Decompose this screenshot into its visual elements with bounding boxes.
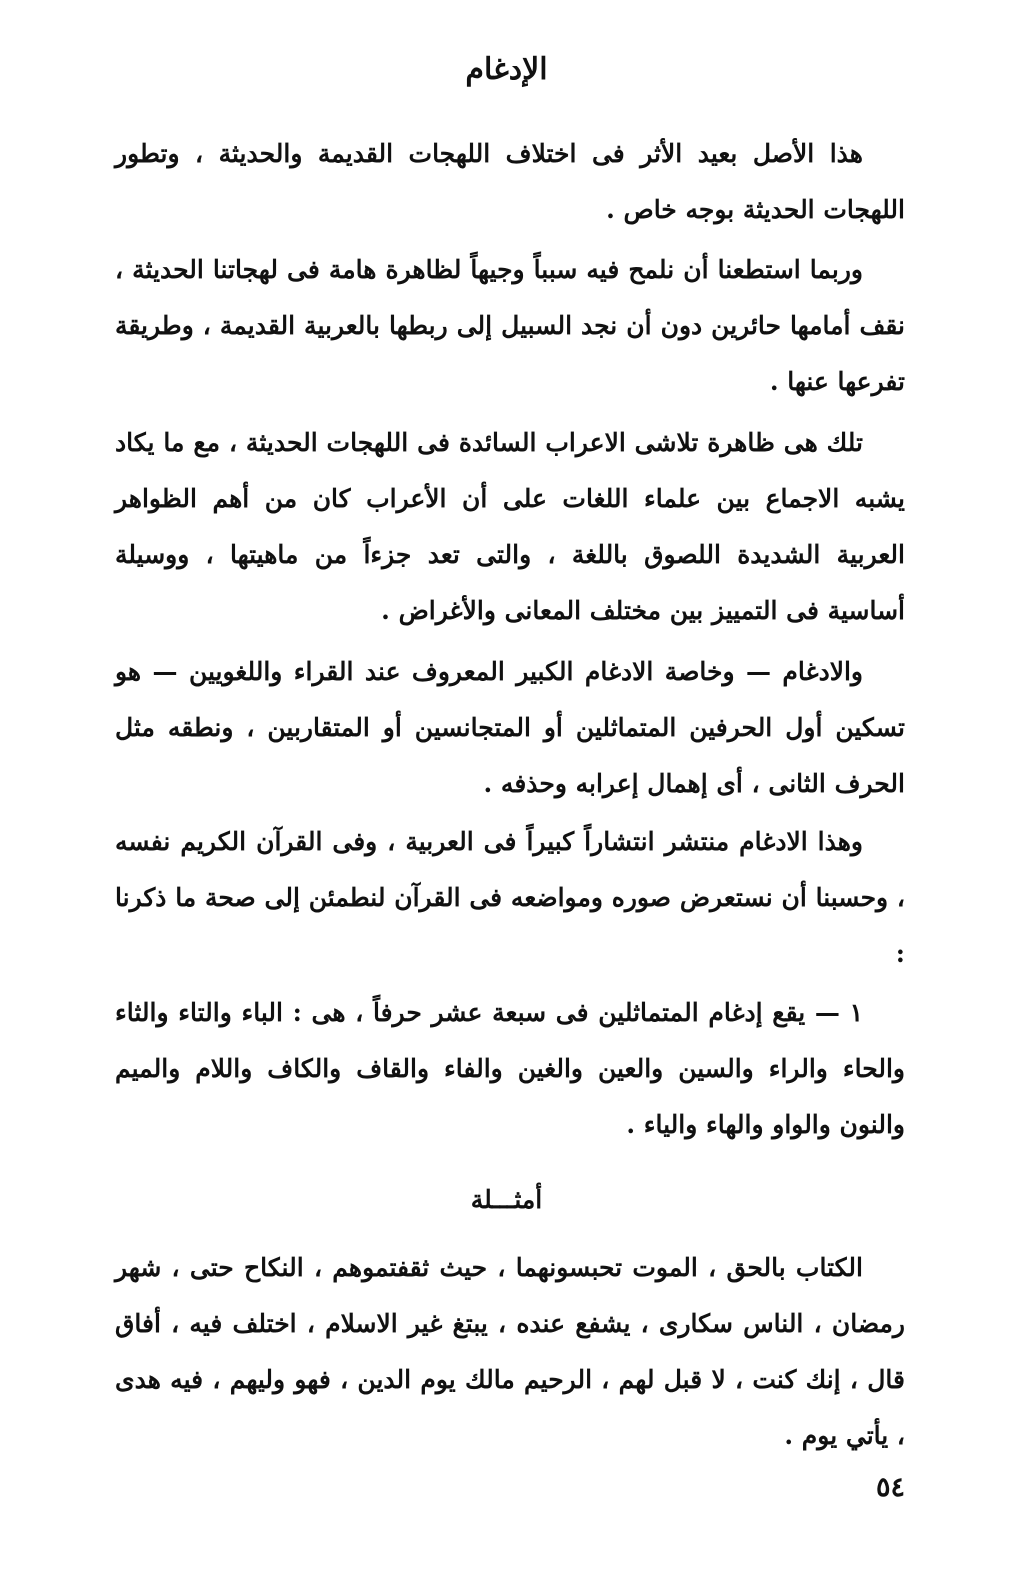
paragraph: تلك هى ظاهرة تلاشى الاعراب السائدة فى اللهجات الحديثة ، مع ما يكاد يشبه الاجماع بين علماء اللغات على أن الأعراب كان من أهم الظواهر العربية الشديدة اللصوق باللغة ، والتى تعد جزءاً من ماهيتها ، ووسيلة أساسية فى التمييز بين مختلف المعانى والأغراض . <box>115 428 905 625</box>
paragraph: ١ — يقع إدغام المتماثلين فى سبعة عشر حرفاً ، هى : الباء والتاء والثاء والحاء والراء والسين والعين والغين والفاء والقاف والكاف واللام والميم والنون والواو والهاء والياء . <box>115 998 905 1139</box>
paragraph: والادغام — وخاصة الادغام الكبير المعروف عند القراء واللغويين — هو تسكين أول الحرفين المتماثلين أو المتجانسين أو المتقاربين ، ونطقه مثل الحرف الثانى ، أى إهمال إعرابه وحذفه . <box>115 657 905 798</box>
examples-paragraph: الكتاب بالحق ، الموت تحبسونهما ، حيث ثقفتموهم ، النكاح حتى ، شهر رمضان ، الناس سكارى ، يشفع عنده ، يبتغ غير الاسلام ، اختلف فيه ، أفاق قال ، إنك كنت ، لا قبل لهم ، الرحيم مالك يوم الدين ، فهو وليهم ، فيه هدى ، يأتي يوم . <box>115 1253 905 1450</box>
page-number: ٥٤ <box>875 1472 905 1503</box>
paragraph: وهذا الادغام منتشر انتشاراً كبيراً فى العربية ، وفى القرآن الكريم نفسه ، وحسبنا أن نستعرض صوره ومواضعه فى القرآن لنطمئن إلى صحة ما ذكرنا : <box>115 827 905 968</box>
paragraph: وربما استطعنا أن نلمح فيه سبباً وجيهاً لظاهرة هامة فى لهجاتنا الحديثة ، نقف أمامها حائرين دون أن نجد السبيل إلى ربطها بالعربية القديمة ، وطريقة تفرعها عنها . <box>115 255 905 396</box>
page-title: الإدغام <box>465 52 548 87</box>
paragraph: هذا الأصل بعيد الأثر فى اختلاف اللهجات القديمة والحديثة ، وتطور اللهجات الحديثة بوجه خاص . <box>115 139 905 224</box>
section-heading: أمثـــلة <box>470 1185 543 1214</box>
